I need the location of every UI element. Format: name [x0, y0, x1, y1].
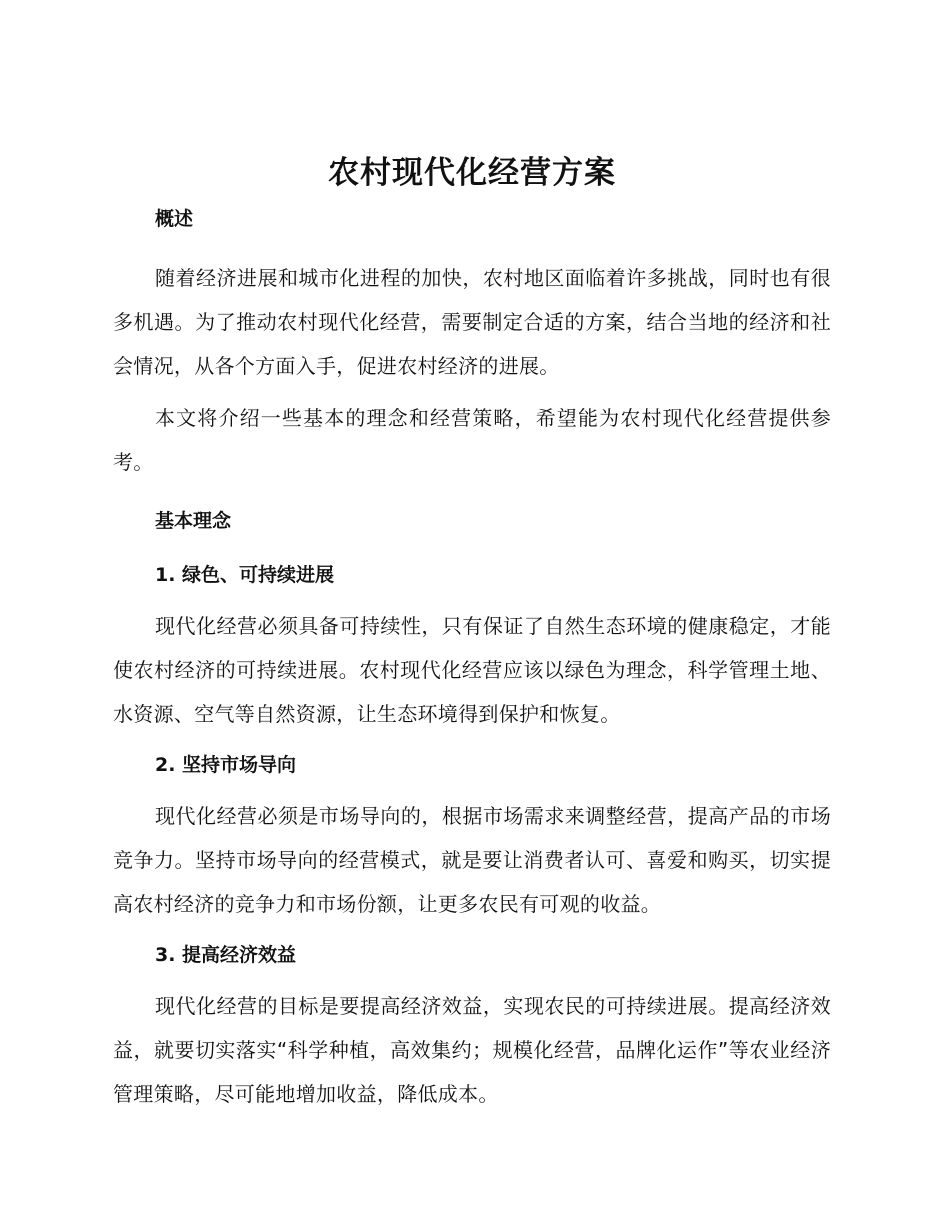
document-page [113, 150, 831, 1116]
document-title: 农村现代化经营方案 [328, 155, 616, 191]
section-heading-overview: 概述 [155, 208, 194, 230]
overview-paragraph-2: 本文将介绍一些基本的理念和经营策略，希望能为农村现代化经营提供参考。 [113, 406, 831, 474]
principle-1-text: 现代化经营必须具备可持续性，只有保证了自然生态环境的健康稳定，才能使农村经济的可持续进展。农村现代化经营应该以绿色为理念，科学管理土地、水资源、空气等自然资源，让生态环境得到保护和恢复。 [113, 614, 831, 726]
principle-2-heading: 2. 坚持市场导向 [155, 754, 297, 776]
principle-1-heading: 1. 绿色、可持续进展 [155, 564, 335, 586]
principle-3-text: 现代化经营的目标是要提高经济效益，实现农民的可持续进展。提高经济效益，就要切实落实“科学种植，高效集约；规模化经营，品牌化运作”等农业经济管理策略，尽可能地增加收益，降低成本。 [113, 994, 831, 1106]
section-heading-principles: 基本理念 [155, 510, 232, 532]
principle-3-heading: 3. 提高经济效益 [155, 944, 297, 966]
principle-2-text: 现代化经营必须是市场导向的，根据市场需求来调整经营，提高产品的市场竞争力。坚持市场导向的经营模式，就是要让消费者认可、喜爱和购买，切实提高农村经济的竞争力和市场份额，让更多农民有可观的收益。 [113, 804, 831, 916]
overview-paragraph-1: 随着经济进展和城市化进程的加快，农村地区面临着许多挑战，同时也有很多机遇。为了推动农村现代化经营，需要制定合适的方案，结合当地的经济和社会情况，从各个方面入手，促进农村经济的进展。 [113, 266, 831, 378]
